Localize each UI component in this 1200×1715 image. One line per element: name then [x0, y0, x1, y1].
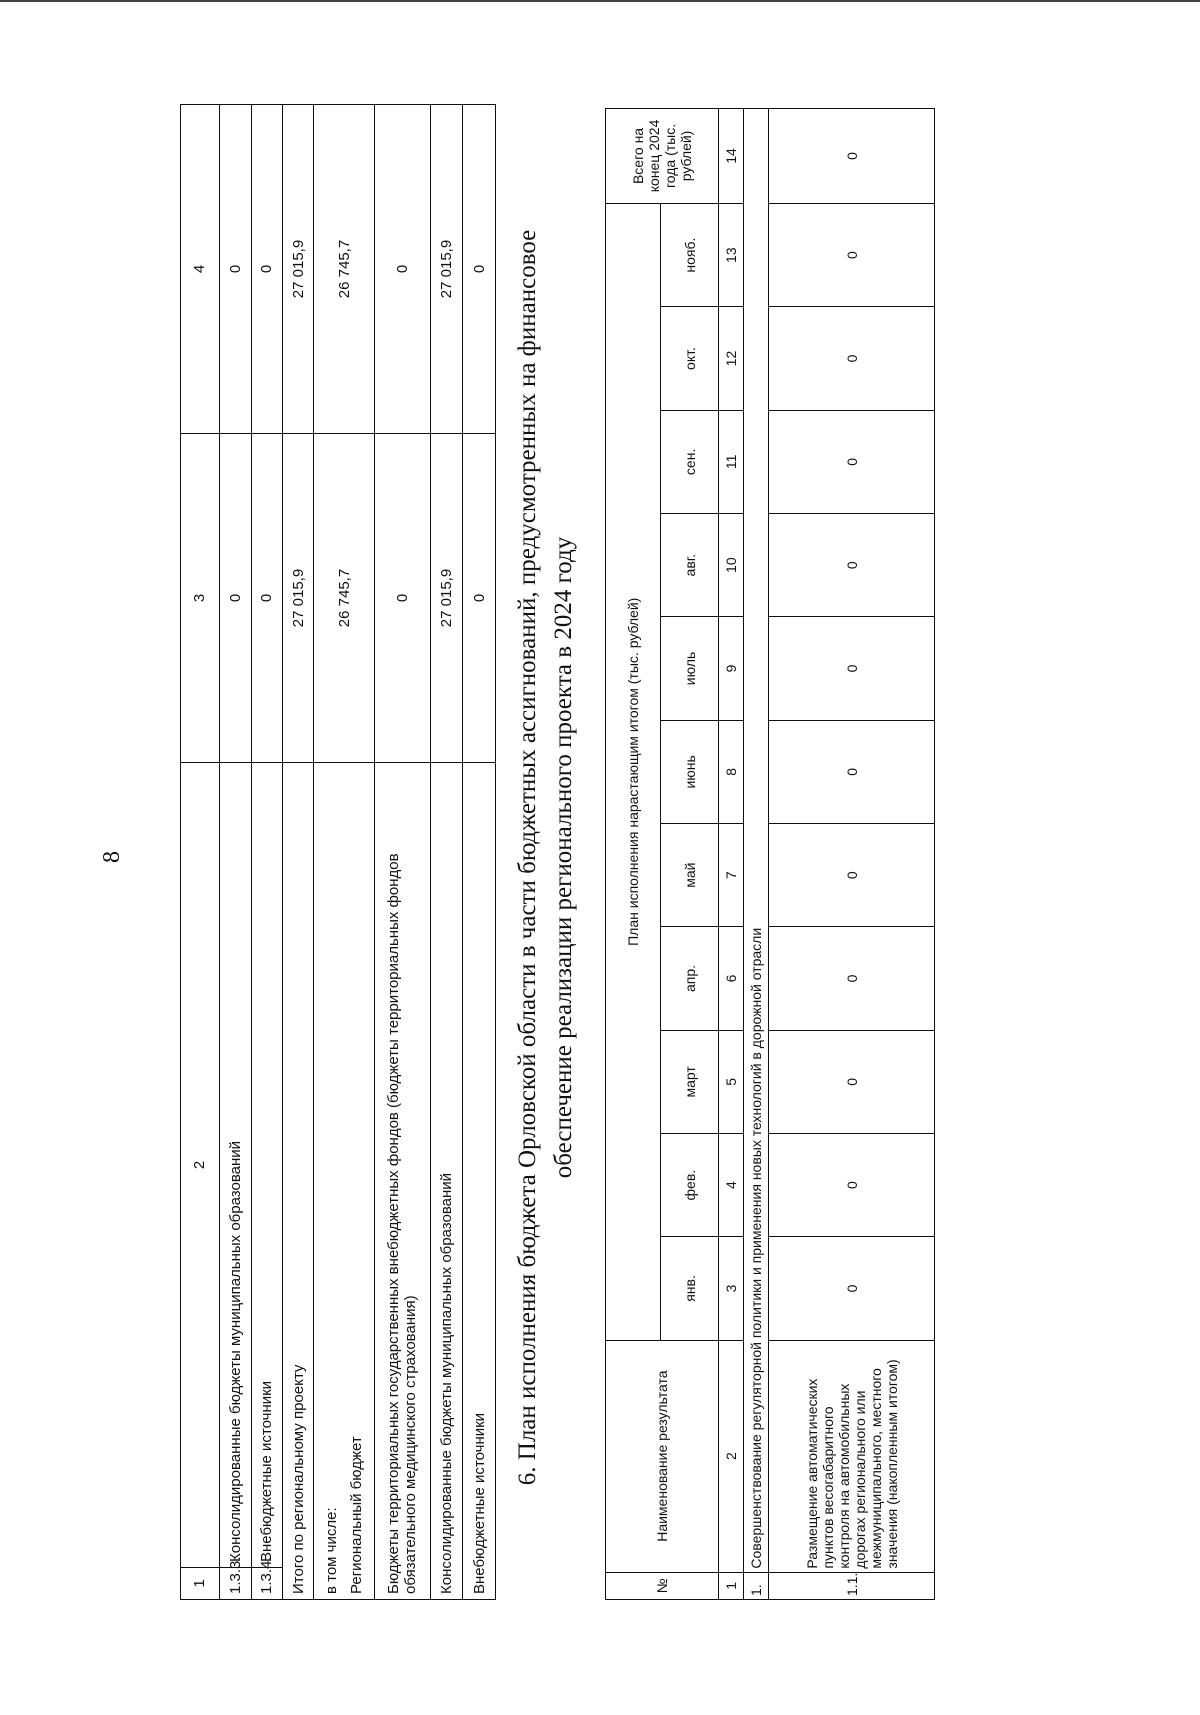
row-name: Консолидированные бюджеты муниципальных образований [219, 763, 251, 1568]
month-value: 0 [769, 410, 935, 513]
row-value: 0 [463, 434, 496, 763]
month-header: март [661, 1030, 719, 1133]
row-name-line: в том числе: [323, 1507, 341, 1594]
row-value: 27 015,9 [283, 434, 314, 763]
row-value: 26 745,7 [313, 434, 374, 763]
table1-header-cell: 1 [181, 1568, 220, 1600]
row-value: 0 [375, 105, 430, 434]
result-name: Размещение автоматических пунктов весогабаритного контроля на автомобильных дорогах регионального или межмуниципального, местного значения (накопленным итогом) [769, 1340, 935, 1572]
row-value: 0 [251, 434, 283, 763]
column-number: 12 [719, 307, 744, 410]
month-value: 0 [769, 514, 935, 617]
execution-plan-table [605, 108, 935, 1600]
month-value: 0 [769, 1030, 935, 1133]
month-value: 0 [769, 307, 935, 410]
table1-row [313, 105, 374, 1600]
row-value: 27 015,9 [430, 105, 463, 434]
row-value: 27 015,9 [430, 434, 463, 763]
table1-row [219, 105, 251, 1600]
table1-row [375, 105, 430, 1600]
row-name: Внебюджетные источники [251, 763, 283, 1568]
row-value: 26 745,7 [313, 105, 374, 434]
row-value: 0 [219, 105, 251, 434]
month-header: янв. [661, 1237, 719, 1340]
column-number: 14 [719, 109, 744, 204]
row-name: Итого по региональному проекту [283, 763, 314, 1600]
month-value: 0 [769, 927, 935, 1030]
column-number: 1 [719, 1572, 744, 1599]
column-number: 5 [719, 1030, 744, 1133]
row-value: 0 [463, 105, 496, 434]
row-name: Бюджеты территориальных государственных внебюджетных фондов (бюджеты территориальных фондов обязательного медицинского страхования) [375, 763, 430, 1600]
row-name-line: Региональный бюджет [348, 1436, 366, 1594]
column-number: 4 [719, 1133, 744, 1236]
section-name: Совершенствование регуляторной политики и применения новых технологий в дорожной отрасли [744, 109, 769, 1573]
budget-sources-table [180, 105, 496, 1600]
result-number: 1.1. [769, 1572, 935, 1599]
total-header: Всего на конец 2024 года (тыс. рублей) [606, 109, 719, 204]
month-value: 0 [769, 1237, 935, 1340]
row-value: 0 [251, 105, 283, 434]
table1-header-row [181, 105, 220, 1600]
month-header: июль [661, 617, 719, 720]
month-header: авг. [661, 514, 719, 617]
page-number: 8 [99, 851, 125, 863]
column-number: 3 [719, 1237, 744, 1340]
row-name: Внебюджетные источники [463, 763, 496, 1600]
column-number: 6 [719, 927, 744, 1030]
result-row [769, 109, 935, 1600]
table2-header-row [606, 109, 661, 1600]
section-title-line: 6. План исполнения бюджета Орловской области в части бюджетных ассигнований, предусмотренных на финансовое [514, 229, 541, 1486]
column-number: 8 [719, 720, 744, 823]
row-value: 0 [219, 434, 251, 763]
section-title [510, 120, 600, 1595]
table1-header-cell: 3 [181, 434, 220, 763]
month-header: май [661, 824, 719, 927]
col-no-header: № [606, 1572, 719, 1599]
total-value: 0 [769, 109, 935, 204]
table1-row [430, 105, 463, 1600]
table1-row [463, 105, 496, 1600]
month-value: 0 [769, 720, 935, 823]
table1-row [283, 105, 314, 1600]
month-header: июнь [661, 720, 719, 823]
month-header: сен. [661, 410, 719, 513]
row-code: 1.3.4. [251, 1568, 283, 1600]
month-header: нояб. [661, 203, 719, 306]
row-name: Консолидированные бюджеты муниципальных образований [430, 763, 463, 1600]
column-numbers-row [719, 109, 744, 1600]
row-value: 0 [375, 434, 430, 763]
row-code: 1.3.3. [219, 1568, 251, 1600]
month-value: 0 [769, 1133, 935, 1236]
table1-row [251, 105, 283, 1600]
column-number: 11 [719, 410, 744, 513]
column-number: 9 [719, 617, 744, 720]
month-header: окт. [661, 307, 719, 410]
table1-header-cell: 4 [181, 105, 220, 434]
column-number: 7 [719, 824, 744, 927]
row-name [313, 763, 374, 1600]
col-name-header: Наименование результата [606, 1340, 719, 1572]
top-rule [0, 0, 1200, 2]
column-number: 10 [719, 514, 744, 617]
month-value: 0 [769, 203, 935, 306]
section-title-line: обеспечение реализации регионального проекта в 2024 году [550, 536, 577, 1179]
plan-header: План исполнения нарастающим итогом (тыс. рублей) [606, 203, 661, 1340]
row-value: 27 015,9 [283, 105, 314, 434]
table1-header-cell: 2 [181, 763, 220, 1568]
month-header: апр. [661, 927, 719, 1030]
column-number: 2 [719, 1340, 744, 1572]
column-number: 13 [719, 203, 744, 306]
section-number: 1. [744, 1572, 769, 1599]
month-header: фев. [661, 1133, 719, 1236]
month-value: 0 [769, 824, 935, 927]
section-row [744, 109, 769, 1600]
month-value: 0 [769, 617, 935, 720]
